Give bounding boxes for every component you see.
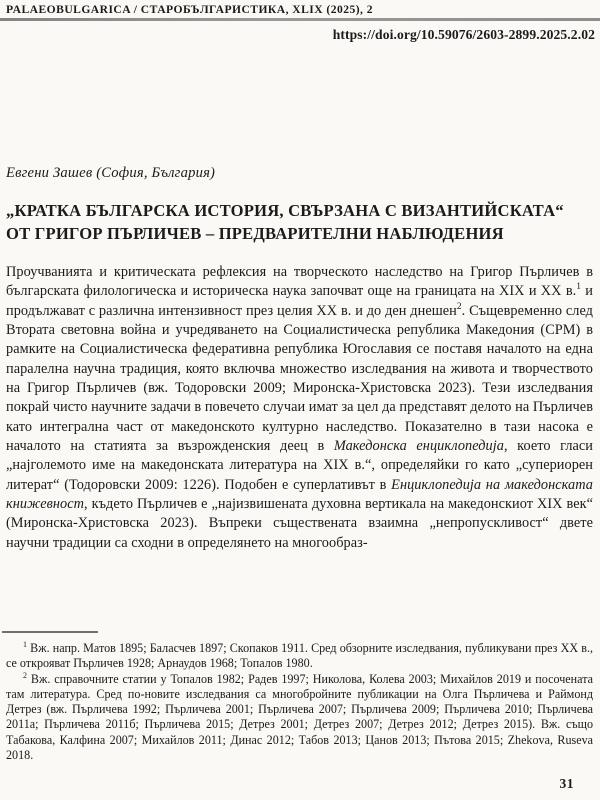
footnotes-block	[6, 641, 593, 763]
header-rule	[0, 18, 600, 21]
title-line-2: ОТ ГРИГОР ПЪРЛИЧЕВ – ПРЕДВАРИТЕЛНИ НАБЛЮДЕНИЯ	[6, 223, 504, 243]
body-paragraph: Проучванията и критическата рефлексия на творческото наследство на Григор Пърличев в българската филологическа и историческа наука започват още на границата на XIX и XX в.$^1$ и продължават с различна интензивност през целия XX в. и до ден днешен$^2$. Същевременно след Втората световна война и учредяването на Социалистическа република Македония (СРМ) в рамките на Социалистическа федеративна република Югославия се поставя началото на една паралелна научна традиция, която включва множество изследвания на живота и творчеството на Григор Пърличев (вж. Тодоровски 2009; Миронска-Христовска 2023). Тези изследвания покрай чисто научните задачи в повечето случаи имат за цел да представят делото на Пърличев като интегрална част от македонското културно наследство. Показателно в тази насока е началото на статията за възрожденския деец в Македонска енциклопедија, което гласи „најголемото име на македонската литература на XIX в.“, определяйки го като „супериорен литерат“ (Тодоровски 2009: 1226). Подобен е суперлативът в Енциклопедија на македонската книжевност, където Пърличев е „најизвишената духовна вертикала на македонскиот XIX век“ (Миронска-Христовска 2023). Въпреки съществената взаимна „непропускливост“ двете научни традиции са сходни в определянето на многообраз-	[6, 264, 594, 551]
title-line-1: „КРАТКА БЪЛГАРСКА ИСТОРИЯ, СВЪРЗАНА С ВИЗАНТИЙСКАТА“	[6, 201, 564, 220]
footnote-1: $^1$ Вж. напр. Матов 1895; Баласчев 1897; Скопаков 1911. Сред обзорните изследвания, публикувани през XX в., се открояват Пърличев 1928; Арнаудов 1968; Топалов 1980.	[6, 639, 593, 671]
page-number: 31	[559, 776, 574, 791]
author-line: Евгени Зашев (София, България)	[6, 165, 216, 181]
journal-header: PALAEOBULGARICA / СТАРОБЪЛГАРИСТИКА, XLIX (2025), 2	[6, 3, 373, 16]
article-title	[6, 200, 596, 245]
footnote-2: $^2$ Вж. справочните статии у Топалов 1982; Радев 1997; Николова, Колева 2003; Михайлов 2019 и посочената там литература. Сред по-новите изследвания са многобройните публикации на Олга Пърличева и Раймонд Детрез (вж. Пърличева 1992; Пърличева 2001; Пърличева 2007; Пърличева 2009; Пърличева 2010; Пърличева 2011а; Пърличева 2011б; Пърличева 2015; Детрез 2001; Детрез 2007; Детрез 2012; Детрез 2015). Вж. също Табакова, Калфина 2007; Михайлов 2011; Динас 2012; Табов 2013; Цанов 2013; Пътова 2015; Zhekova, Ruseva 2018.	[6, 670, 593, 762]
doi-link[interactable]: https://doi.org/10.59076/2603-2899.2025.2.02	[332, 27, 595, 42]
footnote-separator	[2, 631, 98, 633]
